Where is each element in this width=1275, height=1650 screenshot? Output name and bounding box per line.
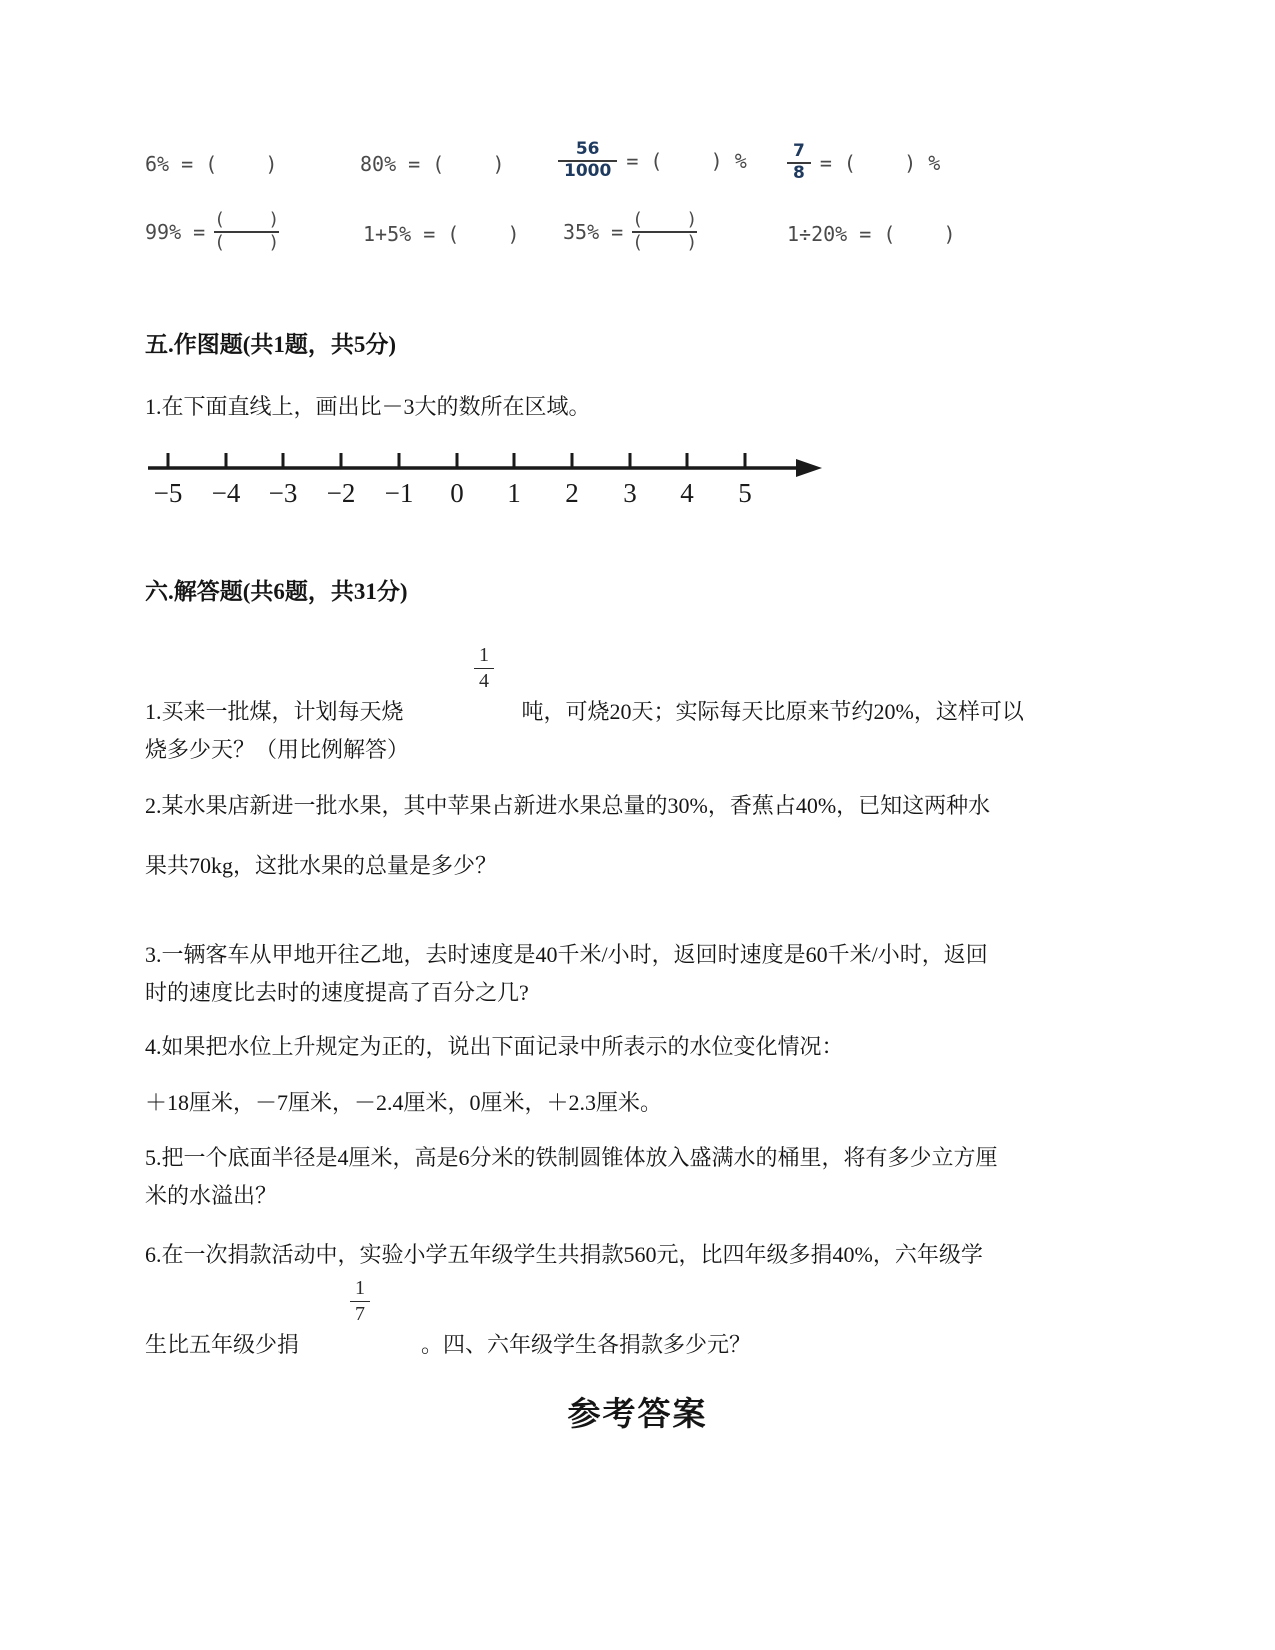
question4-line2: ＋18厘米，－7厘米，－2.4厘米，0厘米，＋2.3厘米。	[145, 1090, 663, 1115]
question3-line2: 时的速度比去时的速度提高了百分之几?	[145, 980, 529, 1005]
conversion-item-80pct: 80% = ( )	[360, 152, 505, 176]
numberline-label: −5	[153, 478, 183, 508]
question2-line2: 果共70kg，这批水果的总量是多少？	[145, 853, 498, 878]
fraction-numerator: ( )	[214, 209, 280, 230]
conversion-lhs: 35% =	[563, 219, 624, 244]
numberline	[140, 428, 840, 510]
numberline-label: 4	[680, 478, 694, 508]
fraction-1-4	[474, 643, 494, 694]
numberline-label: −2	[326, 478, 356, 508]
numberline-label: −4	[211, 478, 241, 508]
fraction-denominator: 8	[787, 162, 811, 184]
conversion-item-7-8	[787, 142, 940, 183]
fraction-denominator: 7	[350, 1301, 370, 1327]
section5-question1-text: 1.在下面直线上，画出比－3大的数所在区域。	[145, 394, 591, 419]
numberline-label: 5	[738, 478, 752, 508]
question6-text-pre: 生比五年级少捐	[145, 1332, 300, 1357]
question5-line2: 米的水溢出？	[145, 1183, 278, 1208]
conversion-lhs: 99% =	[145, 219, 206, 244]
fraction-blank	[632, 210, 697, 253]
question6-text-post: 。四、六年级学生各捐款多少元？	[421, 1332, 752, 1357]
conversion-rhs: = ( ) %	[626, 148, 747, 173]
fraction-56-1000	[558, 140, 617, 181]
question3-line1: 3.一辆客车从甲地开往乙地，去时速度是40千米/小时，返回时速度是60千米/小时，返回	[145, 942, 988, 967]
question2-line1: 2.某水果店新进一批水果，其中苹果占新进水果总量的30%，香蕉占40%，已知这两种水	[145, 793, 991, 818]
question1-line1	[145, 695, 1024, 726]
question5-line1: 5.把一个底面半径是4厘米，高是6分米的铁制圆锥体放入盛满水的桶里，将有多少立方厘	[145, 1145, 998, 1170]
conversion-item-35pct	[563, 210, 697, 253]
numberline-label: 0	[450, 478, 464, 508]
conversion-rhs: = ( ) %	[819, 150, 941, 175]
question1-line2: 烧多少天？（用比例解答）	[145, 737, 410, 762]
question4-line1: 4.如果把水位上升规定为正的，说出下面记录中所表示的水位变化情况：	[145, 1034, 844, 1059]
conversion-item-1plus5pct: 1+5% = ( )	[363, 222, 520, 246]
question6-line2	[145, 1328, 751, 1359]
fraction-numerator: 1	[355, 1277, 365, 1299]
question1-text-pre: 1.买来一批煤，计划每天烧	[145, 699, 404, 724]
fraction-numerator: 56	[575, 139, 600, 159]
fraction-numerator: ( )	[632, 209, 698, 230]
numberline-ticks	[168, 453, 745, 468]
fraction-numerator: 1	[479, 644, 489, 666]
numberline-label: −3	[268, 478, 298, 508]
conversion-item-56-1000	[558, 140, 747, 181]
numberline-label: 1	[507, 478, 521, 508]
fraction-blank	[214, 210, 279, 253]
question1-text-post: 吨，可烧20天；实际每天比原来节约20%，这样可以	[521, 699, 1024, 724]
conversion-item-1div20pct: 1÷20% = ( )	[787, 222, 956, 246]
conversion-item-99pct	[145, 210, 279, 253]
conversion-item-6pct: 6% = ( )	[145, 152, 278, 176]
fraction-numerator: 7	[793, 141, 805, 161]
numberline-label: 3	[623, 478, 637, 508]
numberline-label: 2	[565, 478, 579, 508]
fraction-7-8	[787, 142, 811, 183]
fraction-denominator: 4	[474, 668, 494, 694]
section6-title: 六.解答题(共6题，共31分)	[145, 579, 408, 604]
answer-section-heading: 参考答案	[567, 1397, 708, 1433]
fraction-denominator: ( )	[632, 231, 698, 253]
fraction-denominator: 1000	[558, 160, 617, 182]
fraction-denominator: ( )	[214, 231, 280, 253]
question6-line1: 6.在一次捐款活动中，实验小学五年级学生共捐款560元，比四年级多捐40%，六年级学	[145, 1242, 983, 1267]
section5-title: 五.作图题(共1题，共5分)	[145, 332, 397, 357]
fraction-1-7	[350, 1276, 370, 1327]
numberline-label: −1	[384, 478, 414, 508]
numberline-arrow-icon	[796, 459, 822, 477]
